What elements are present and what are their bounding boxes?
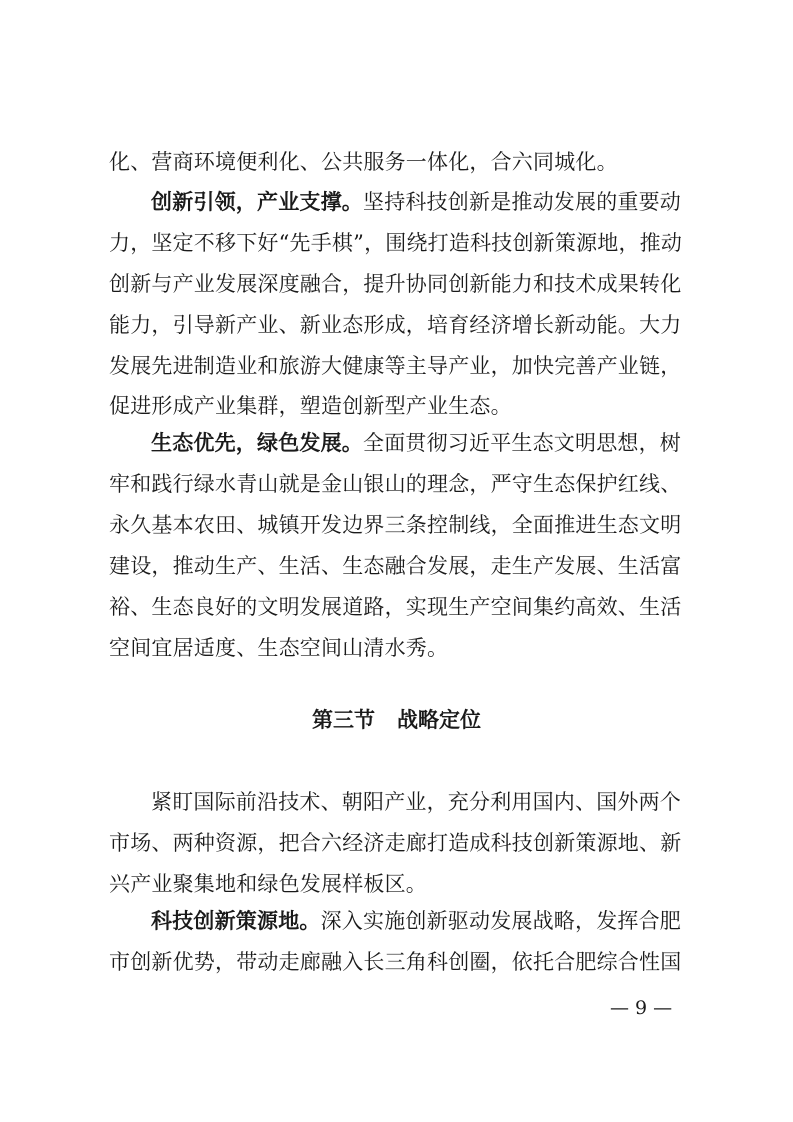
paragraph-text: 坚持科技创新是推动发展的重要动 — [363, 190, 681, 214]
paragraph-lead: 创新引领，产业支撑。 — [151, 190, 363, 214]
text-line: 创新与产业发展深度融合，提升协同创新能力和技术成果转化 — [109, 272, 682, 296]
text-line: 兴产业聚集地和绿色发展样板区。 — [109, 872, 427, 896]
text-line: 促进形成产业集群，塑造创新型产业生态。 — [109, 394, 512, 418]
text-line: 紧盯国际前沿技术、朝阳产业，充分利用国内、国外两个 — [151, 790, 681, 814]
text-line: 市创新优势，带动走廊融入长三角科创圈，依托合肥综合性国 — [109, 950, 682, 974]
text-line: 牢和践行绿水青山就是金山银山的理念，严守生态保护红线、 — [109, 472, 682, 496]
section-number: 第三节 — [312, 708, 375, 732]
text-line: 发展先进制造业和旅游大健康等主导产业，加快完善产业链， — [109, 354, 682, 378]
text-line: 力，坚定不移下好“先手棋”，围绕打造科技创新策源地，推动 — [109, 231, 683, 255]
text-line: 化、营商环境便利化、公共服务一体化，合六同城化。 — [109, 150, 618, 174]
page-number: — 9 — — [610, 997, 673, 1019]
text-line: 裕、生态良好的文明发展道路，实现生产空间集约高效、生活 — [109, 595, 682, 619]
section-title: 战略定位 — [397, 708, 481, 732]
text-line — [151, 908, 691, 934]
paragraph-lead: 科技创新策源地。 — [151, 909, 321, 933]
text-line — [151, 430, 691, 456]
paragraph-text: 深入实施创新驱动发展战略，发挥合肥 — [320, 909, 682, 933]
text-line: 空间宜居适度、生态空间山清水秀。 — [109, 636, 449, 660]
text-line: 能力，引导新产业、新业态形成，培育经济增长新动能。大力 — [109, 313, 682, 337]
text-line: 建设，推动生产、生活、生态融合发展，走生产发展、生活富 — [109, 554, 682, 578]
section-heading — [0, 707, 793, 733]
text-line — [151, 189, 691, 215]
text-line: 市场、两种资源，把合六经济走廊打造成科技创新策源地、新 — [109, 831, 682, 855]
text-line: 永久基本农田、城镇开发边界三条控制线，全面推进生态文明 — [109, 513, 682, 537]
paragraph-lead: 生态优先，绿色发展。 — [151, 431, 363, 455]
paragraph-text: 全面贯彻习近平生态文明思想，树 — [363, 431, 681, 455]
